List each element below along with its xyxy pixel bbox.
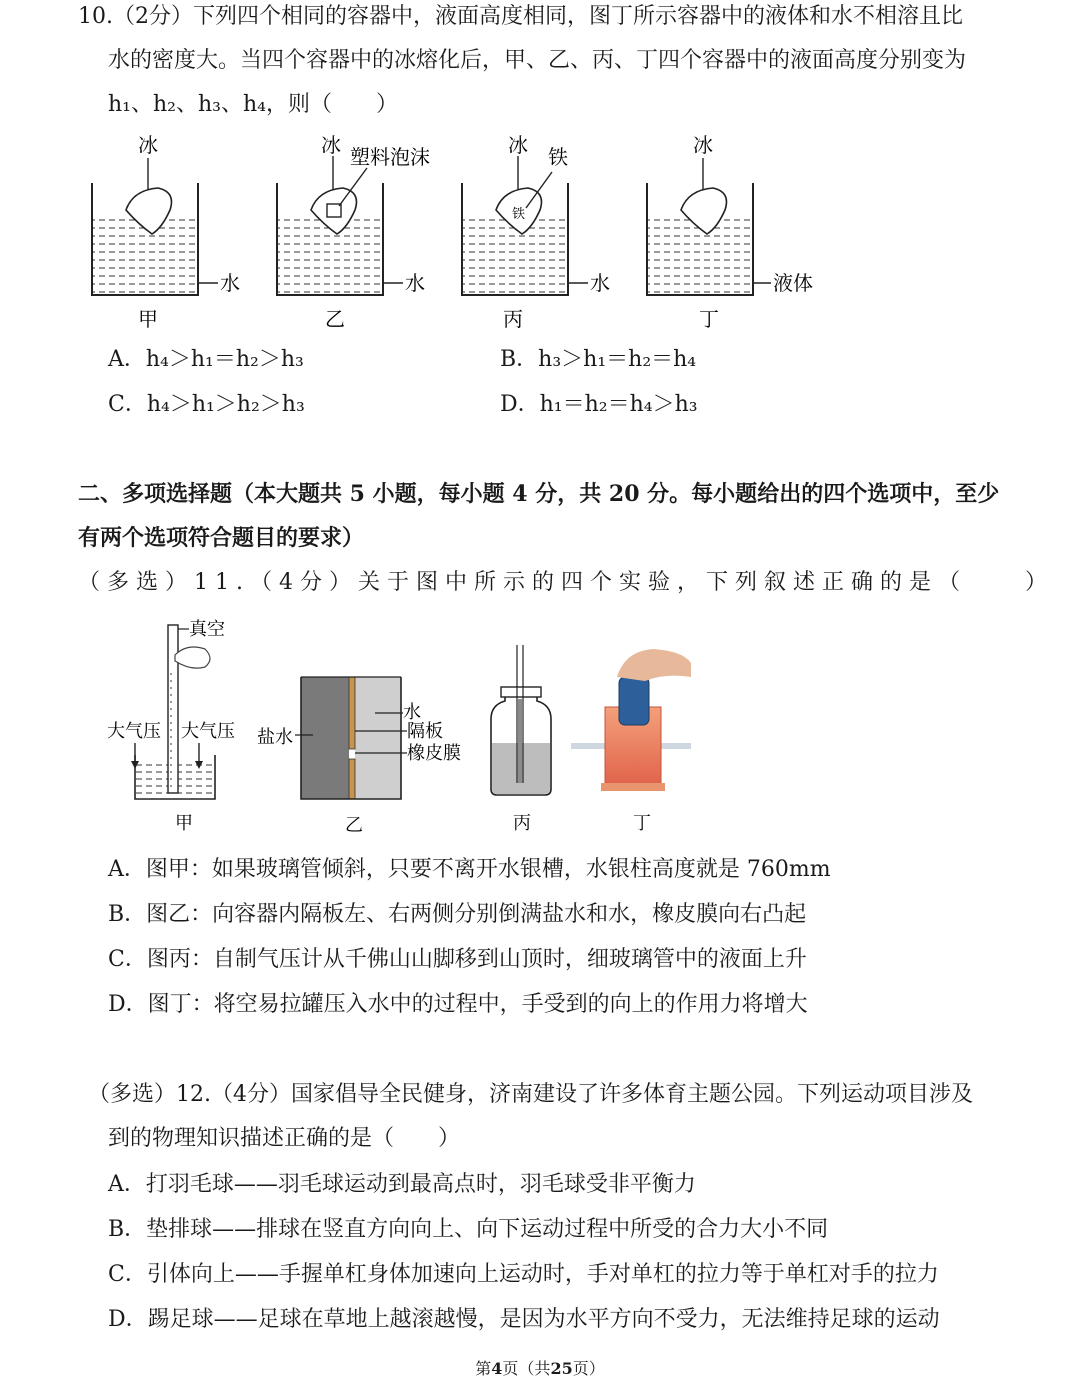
q12-option-b: B．垫排球——排球在竖直方向向上、向下运动过程中所受的合力大小不同 [108, 1217, 829, 1242]
caption-ding: 丁 [633, 813, 651, 834]
q11-stem: （多选）11.（4分）关于图中所示的四个实验，下列叙述正确的是（ ） [78, 570, 1054, 595]
q12-option-a: A．打羽毛球——羽毛球运动到最高点时，羽毛球受非平衡力 [108, 1172, 696, 1197]
section2-heading-line1: 二、多项选择题（本大题共 5 小题，每小题 4 分，共 20 分。每小题给出的四个选项中，至少 [78, 481, 1000, 507]
label-ice: 冰 [693, 133, 713, 157]
q11-option-a: A．图甲：如果玻璃管倾斜，只要不离开水银槽，水银柱高度就是 760mm [108, 857, 831, 882]
section2-heading-line2: 有两个选项符合题目的要求） [78, 525, 365, 551]
caption-jia: 甲 [138, 307, 158, 331]
caption-bing: 丙 [503, 307, 523, 331]
q12-option-c: C．引体向上——手握单杠身体加速向上运动时，手对单杠的拉力等于单杠对手的拉力 [108, 1262, 939, 1287]
q10-stem-line3: h₁、h₂、h₃、h₄，则（ ） [108, 92, 398, 117]
label-water: 水 [220, 271, 240, 295]
q10-option-b: B．h₃＞h₁＝h₂＝h₄ [500, 347, 697, 372]
q11-option-c: C．图丙：自制气压计从千佛山山脚移到山顶时，细玻璃管中的液面上升 [108, 947, 807, 972]
label-vacuum: 真空 [189, 619, 225, 640]
label-partition: 隔板 [407, 721, 443, 742]
q12-stem-line2: 到的物理知识描述正确的是（ ） [108, 1126, 461, 1151]
q10-figure [78, 128, 838, 333]
q12-option-d: D．踢足球——足球在草地上越滚越慢，是因为水平方向不受力，无法维持足球的运动 [108, 1307, 940, 1332]
q10-option-c: C．h₄＞h₁＞h₂＞h₃ [108, 392, 305, 417]
experiment-yi [257, 677, 461, 836]
label-salt-water: 盐水 [257, 727, 293, 748]
footer-page-number: 4 [491, 1359, 503, 1378]
caption-yi: 乙 [325, 307, 345, 331]
q10-stem-line1: 10.（2分）下列四个相同的容器中，液面高度相同，图丁所示容器中的液体和水不相溶且比 [78, 4, 963, 29]
q10-option-d: D．h₁＝h₂＝h₄＞h₃ [500, 392, 698, 417]
caption-jia: 甲 [175, 813, 193, 834]
caption-bing: 丙 [513, 813, 531, 834]
label-iron: 铁 [548, 145, 568, 169]
page-footer [0, 1356, 1080, 1379]
label-foam: 塑料泡沫 [350, 145, 430, 169]
q11-option-d: D．图丁：将空易拉罐压入水中的过程中，手受到的向上的作用力将增大 [108, 992, 808, 1017]
container-yi [277, 133, 430, 331]
label-ice: 冰 [321, 133, 341, 157]
q10-stem-line2: 水的密度大。当四个容器中的冰熔化后，甲、乙、丙、丁四个容器中的液面高度分别变为 [108, 48, 967, 73]
label-ice: 冰 [508, 133, 528, 157]
label-atm-left: 大气压 [107, 721, 161, 742]
caption-ding: 丁 [699, 307, 719, 331]
footer-mid: 页（共 [502, 1359, 551, 1378]
label-water: 水 [405, 271, 425, 295]
label-water: 水 [590, 271, 610, 295]
q11-option-b: B．图乙：向容器内隔板左、右两侧分别倒满盐水和水，橡皮膜向右凸起 [108, 902, 807, 927]
experiment-bing [491, 645, 551, 834]
label-atm-right: 大气压 [181, 721, 235, 742]
container-ding [647, 133, 813, 331]
footer-total-pages: 25 [550, 1359, 573, 1378]
label-water: 水 [403, 702, 421, 723]
label-ice: 冰 [138, 133, 158, 157]
q12-stem-line1: （多选）12.（4分）国家倡导全民健身，济南建设了许多体育主题公园。下列运动项目涉及 [88, 1082, 973, 1107]
label-iron-block: 铁 [512, 207, 526, 222]
label-membrane: 橡皮膜 [407, 743, 461, 764]
caption-yi: 乙 [345, 815, 363, 836]
q10-option-a: A．h₄＞h₁＝h₂＞h₃ [108, 347, 304, 372]
container-jia [92, 133, 240, 331]
label-liquid: 液体 [773, 271, 813, 295]
experiment-jia [107, 619, 235, 834]
container-bing [462, 133, 610, 331]
experiment-ding [571, 649, 691, 834]
footer-prefix: 第 [475, 1359, 492, 1378]
footer-suffix: 页） [572, 1359, 605, 1378]
q11-figure [105, 615, 705, 837]
